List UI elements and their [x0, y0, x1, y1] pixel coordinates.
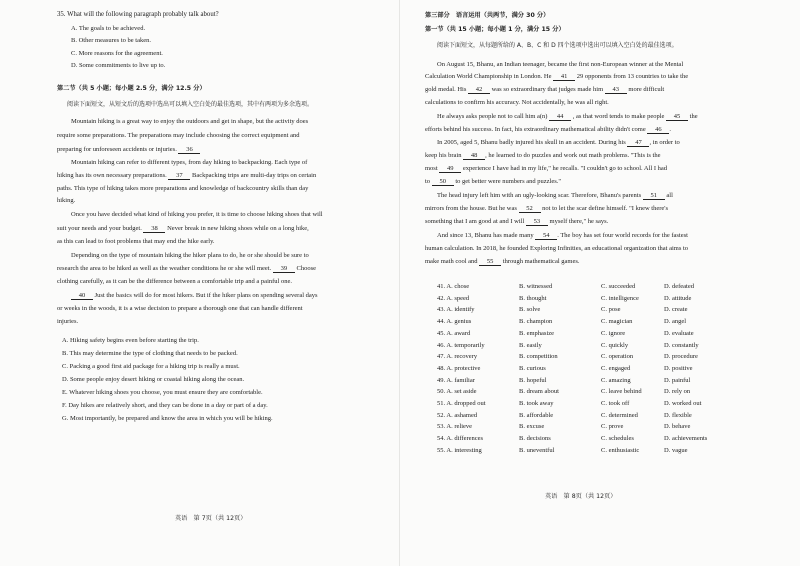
passage-line: mirrors from the house. But he was 52 not to let the scar define himself. "I knew there's: [425, 205, 668, 212]
blank-49[interactable]: 49: [439, 165, 461, 173]
passage-line: The head injury left him with an ugly-looking scar. Therefore, Bhanu's parents 51 all: [437, 192, 673, 199]
option-d[interactable]: D. achievements: [664, 435, 708, 443]
passage-line: Mountain hiking is a great way to enjoy the outdoors and get in shape, but the activity does: [71, 118, 309, 125]
blank-38[interactable]: 38: [143, 225, 165, 233]
part3-header: 第三部分 语言运用（共两节，满分 30 分）: [425, 12, 550, 19]
option-d[interactable]: D. evaluate: [664, 329, 694, 337]
option-b[interactable]: B. affordable: [519, 411, 554, 419]
passage-line: human calculation. In 2018, he founded Exploring Infinities, an educational organization that aims to: [425, 245, 689, 252]
passage-line: Calculation World Championship in London. He 41 29 opponents from 13 countries to take the: [425, 73, 689, 80]
option-d[interactable]: D. flexible: [664, 411, 692, 419]
right-instruction: 阅读下面短文，从每题所给的 A、B、C 和 D 四个选项中选出可以填入空白处的最佳选项。: [437, 42, 678, 49]
option-d[interactable]: D. behave: [664, 423, 691, 431]
blank-53[interactable]: 53: [526, 218, 548, 226]
blank-43[interactable]: 43: [605, 86, 627, 94]
option-b[interactable]: B. hopeful: [519, 376, 547, 384]
option-a[interactable]: 48. A. protective: [437, 364, 481, 372]
passage-line: paths. This type of hiking takes more preparations and knowledge of backcountry skills than day: [57, 185, 309, 192]
blank-44[interactable]: 44: [549, 113, 571, 121]
option-c[interactable]: C. took off: [601, 400, 630, 407]
option-a[interactable]: 45. A. award: [437, 329, 471, 337]
section2-header: 第二节（共 5 小题；每小题 2.5 分，满分 12.5 分）: [57, 85, 206, 92]
passage-line: hiking has its own necessary preparations. 37 Backpacking trips are multi-day trips on certain: [57, 172, 317, 179]
option-a[interactable]: 46. A. temporarily: [437, 341, 485, 349]
passage-line: calculations to confirm his accuracy. Not accidentally, he was all right.: [425, 99, 609, 106]
option-b[interactable]: B. decisions: [519, 435, 551, 443]
passage-line: most 49 experience I have had in my life," he recalls. "I couldn't go to school. All I had: [425, 165, 668, 172]
blank-42[interactable]: 42: [468, 86, 490, 94]
option-a[interactable]: 53. A. relieve: [437, 423, 473, 431]
option-a[interactable]: 41. A. chose: [437, 283, 470, 290]
q35-stem: 35. What will the following paragraph probably talk about?: [57, 11, 219, 18]
option-c[interactable]: C. enthusiastic: [601, 446, 640, 454]
passage-line: In 2005, aged 5, Bhanu badly injured his skull in an accident. During his 47 , in order to: [437, 139, 680, 146]
passage-line: something that I am good at and I will 53 myself there," he says.: [425, 218, 609, 225]
blank-41[interactable]: 41: [553, 73, 575, 81]
option-c[interactable]: C. ignore: [601, 329, 626, 337]
section2-instruction: 阅读下面短文，从短文后的选项中选出可以填入空白处的最佳选项，其中有两项为多余选项。: [67, 101, 314, 108]
choice-item[interactable]: G. Most importantly, be prepared and know the area in which you will be hiking.: [62, 415, 273, 422]
blank-39[interactable]: 39: [273, 265, 295, 273]
option-b[interactable]: B. dream about: [519, 388, 559, 396]
option-b[interactable]: B. easily: [519, 341, 542, 349]
passage-line: gold medal. His 42 was so extraordinary that judges made him 43 more difficult: [425, 86, 665, 93]
blank-50[interactable]: 50: [432, 178, 454, 186]
page-footer: 英语 第 8页（共 12页）: [545, 493, 617, 500]
passage-line: suit your needs and your budget. 38 Never break in new hiking shoes while on a long hike,: [57, 225, 309, 232]
option-b[interactable]: B. witnessed: [519, 283, 553, 290]
blank-45[interactable]: 45: [666, 113, 688, 121]
option-a[interactable]: 52. A. ashamed: [437, 411, 478, 419]
choice-item[interactable]: E. Whatever hiking shoes you choose, you must ensure they are comfortable.: [62, 389, 263, 396]
option-c[interactable]: C. pose: [601, 306, 621, 314]
option-b[interactable]: B. competition: [519, 353, 558, 361]
option-c[interactable]: C. schedules: [601, 435, 634, 443]
option-a[interactable]: 47. A. recovery: [437, 353, 478, 361]
option-a[interactable]: 54. A. differences: [437, 435, 484, 443]
option-b[interactable]: B. champion: [519, 318, 553, 326]
option-a[interactable]: 50. A. set aside: [437, 388, 477, 396]
option-b[interactable]: B. emphasize: [519, 329, 555, 337]
choice-item[interactable]: B. This may determine the type of clothing that needs to be packed.: [62, 350, 238, 357]
q35-option-d: D. Some commitments to live up to.: [71, 62, 166, 69]
option-a[interactable]: 43. A. identify: [437, 306, 475, 314]
option-b[interactable]: B. thought: [519, 294, 547, 302]
q35-option-c: C. More reasons for the agreement.: [71, 50, 163, 57]
choice-item[interactable]: C. Packing a good first aid package for a hiking trip is really a must.: [62, 363, 240, 370]
option-c[interactable]: C. leave behind: [601, 388, 642, 396]
passage-line: Once you have decided what kind of hiking you prefer, it is time to choose hiking shoes that will: [71, 211, 323, 218]
blank-47[interactable]: 47: [627, 139, 649, 147]
option-d[interactable]: D. angel: [664, 318, 687, 326]
passage-line: injuries.: [57, 318, 79, 325]
option-a[interactable]: 51. A. dropped out: [437, 400, 486, 407]
option-b[interactable]: B. uneventful: [519, 446, 555, 454]
passage-line: He always asks people not to call him a(n) 44 , as that word tends to make people 45 the: [437, 113, 698, 120]
choice-item[interactable]: F. Day hikes are relatively short, and they can be done in a day or part of a day.: [62, 402, 268, 409]
section1-header: 第一节（共 15 小题；每小题 1 分，满分 15 分）: [425, 26, 565, 33]
option-c[interactable]: C. amazing: [601, 376, 631, 384]
passage-line: Mountain hiking can refer to different types, from day hiking to backpacking. Each type of: [71, 159, 308, 166]
choice-item[interactable]: A. Hiking safety begins even before starting the trip.: [62, 337, 199, 344]
blank-48[interactable]: 48: [463, 152, 485, 160]
option-c[interactable]: C. engaged: [601, 364, 631, 372]
page-fold: [399, 0, 400, 566]
option-b[interactable]: B. curious: [519, 364, 546, 372]
passage-line: require some preparations. The preparations may include choosing the correct equipment and: [57, 132, 300, 139]
passage-line: preparing for unforeseen accidents or injuries. 36: [57, 146, 200, 154]
passage-line: clothing carefully, as it can be the difference between a comfortable trip and a painful one.: [57, 278, 292, 285]
option-d[interactable]: D. attitude: [664, 294, 692, 302]
option-c[interactable]: C. operation: [601, 353, 634, 361]
option-a[interactable]: 49. A. familiar: [437, 376, 475, 384]
blank-40[interactable]: 40: [71, 292, 93, 300]
passage-line: And since 13, Bhanu has made many 54 . The boy has set four world records for the fastest: [437, 232, 688, 239]
page-footer: 英语 第 7页（共 12页）: [175, 515, 247, 522]
option-d[interactable]: D. defeated: [664, 283, 694, 290]
q35-option-b: B. Other measures to be taken.: [71, 37, 151, 44]
passage-line: hiking.: [57, 197, 76, 204]
blank-55[interactable]: 55: [479, 258, 501, 266]
blank-52[interactable]: 52: [519, 205, 541, 213]
option-b[interactable]: B. solve: [519, 306, 541, 314]
option-d[interactable]: D. positive: [664, 364, 693, 372]
blank-36[interactable]: 36: [178, 146, 200, 154]
option-b[interactable]: B. took away: [519, 400, 554, 407]
option-c[interactable]: C. determined: [601, 411, 638, 419]
option-c[interactable]: C. quickly: [601, 341, 629, 349]
option-d[interactable]: D. painful: [664, 376, 691, 384]
option-d[interactable]: D. create: [664, 306, 688, 314]
blank-54[interactable]: 54: [535, 232, 557, 240]
option-c[interactable]: C. succeeded: [601, 283, 636, 290]
passage-line: make math cool and 55 through mathematical games.: [425, 258, 580, 265]
passage-line: keep his brain 48 , he learned to do puzzles and work out math problems. "This is the: [425, 152, 661, 159]
option-d[interactable]: D. constantly: [664, 341, 699, 349]
blank-46[interactable]: 46: [647, 126, 669, 134]
option-d[interactable]: D. rely on: [664, 388, 691, 396]
option-d[interactable]: D. vague: [664, 446, 688, 454]
option-d[interactable]: D. worked out: [664, 400, 702, 407]
choice-item[interactable]: D. Some people enjoy desert hiking or coastal hiking along the ocean.: [62, 376, 245, 383]
passage-line: 40 Just the basics will do for most hikers. But if the hiker plans on spending several days: [71, 292, 318, 300]
q35-option-a: A. The goals to be achieved.: [71, 25, 146, 32]
blank-51[interactable]: 51: [643, 192, 665, 200]
option-c[interactable]: C. intelligence: [601, 294, 639, 302]
passage-line: efforts behind his success. In fact, his extraordinary mathematical ability didn't come 46 .: [425, 126, 671, 133]
option-c[interactable]: C. magician: [601, 318, 633, 326]
passage-line: as this can lead to foot problems that may end the hike early.: [57, 238, 215, 245]
passage-line: or weeks in the woods, it is a wise decision to prepare a thorough one that can handle different: [57, 305, 303, 312]
passage-line: to 50 to get better were numbers and puzzles.": [425, 178, 562, 185]
option-b[interactable]: B. excuse: [519, 423, 545, 431]
option-a[interactable]: 55. A. interesting: [437, 446, 482, 454]
option-a[interactable]: 44. A. genius: [437, 318, 472, 326]
option-d[interactable]: D. procedure: [664, 353, 698, 361]
option-c[interactable]: C. prove: [601, 423, 624, 431]
passage-line: research the area to be hiked as well as the weather conditions he or she will meet. 39 Choose: [57, 265, 316, 272]
passage-line: Depending on the type of mountain hiking the hiker plans to do, he or she should be sure to: [71, 252, 309, 259]
blank-37[interactable]: 37: [168, 172, 190, 180]
option-a[interactable]: 42. A. speed: [437, 294, 470, 302]
passage-line: On August 15, Bhanu, an Indian teenager, became the first non-European winner at the Mental: [437, 61, 684, 68]
